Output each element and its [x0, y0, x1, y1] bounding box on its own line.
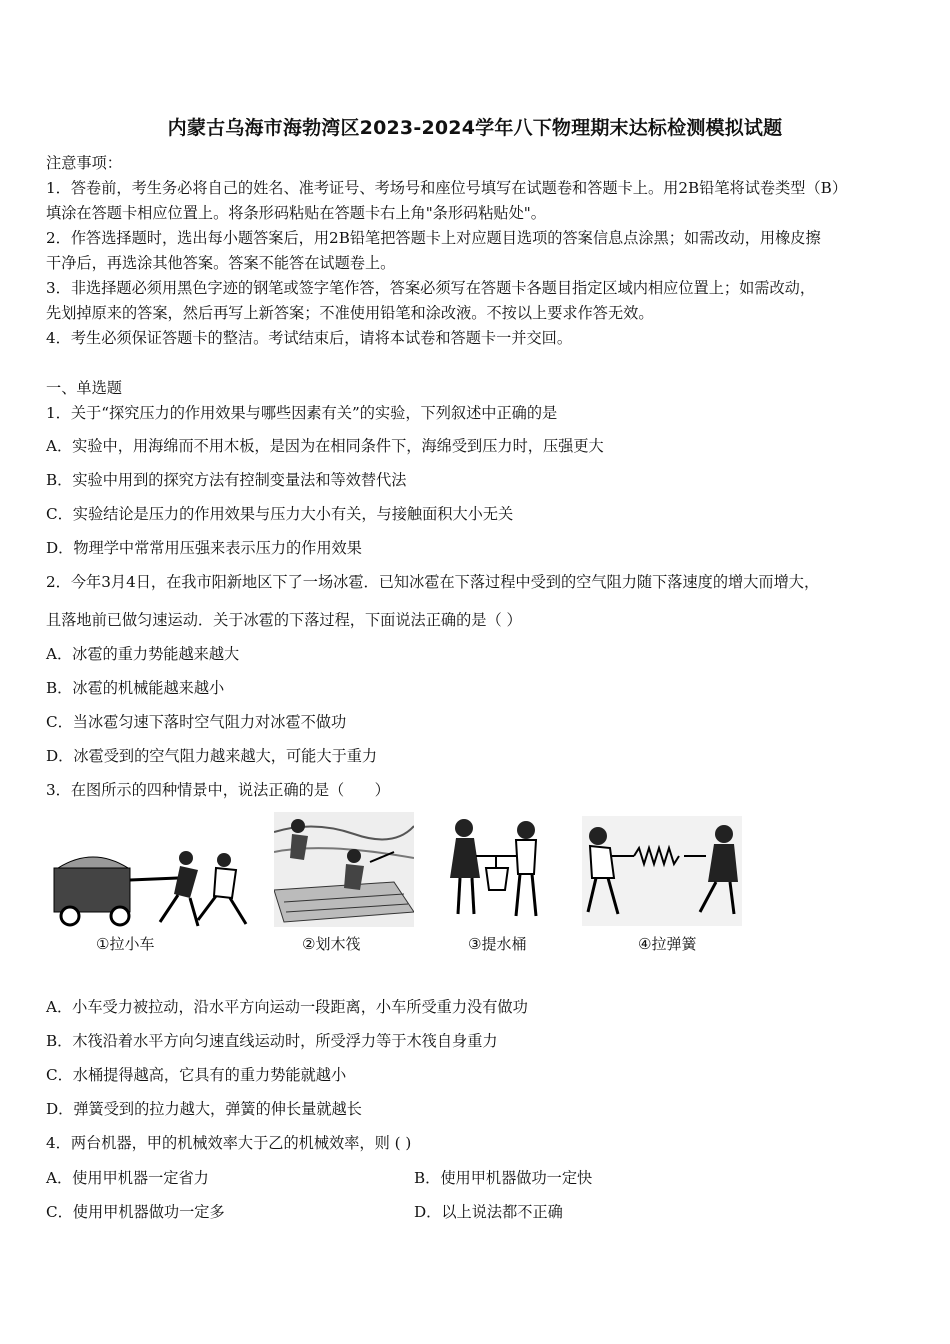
option-c: C．当冰雹匀速下落时空气阻力对冰雹不做功: [46, 713, 347, 731]
q3-figure: [48, 812, 768, 962]
option-a: A．使用甲机器一定省力: [46, 1169, 209, 1187]
notice-line: 填涂在答题卡相应位置上。将条形码粘贴在答题卡右上角"条形码粘贴处"。: [46, 204, 546, 222]
question-stem: 2．今年3月4日，在我市阳新地区下了一场冰雹．已知冰雹在下落过程中受到的空气阻力随下落速度的增大而增大，: [46, 573, 820, 591]
rafting-illustration: [274, 812, 414, 927]
caption-3: ③提水桶: [468, 935, 527, 953]
notice-line: 干净后，再选涂其他答案。答案不能答在试题卷上。: [46, 254, 396, 272]
option-a: A．冰雹的重力势能越来越大: [46, 645, 240, 663]
option-c: C．水桶提得越高，它具有的重力势能就越小: [46, 1066, 347, 1084]
option-d: D．弹簧受到的拉力越大，弹簧的伸长量就越长: [46, 1100, 362, 1118]
option-a: A．实验中，用海绵而不用木板，是因为在相同条件下，海绵受到压力时，压强更大: [46, 437, 604, 455]
notice-line: 1．答卷前，考生务必将自己的姓名、准考证号、考场号和座位号填写在试题卷和答题卡上。用2B铅笔将试卷类型（B）: [46, 179, 848, 197]
question-stem: 3．在图所示的四种情景中，说法正确的是（ ）: [46, 781, 390, 799]
option-a: A．小车受力被拉动，沿水平方向运动一段距离，小车所受重力没有做功: [46, 998, 528, 1016]
option-c: C．实验结论是压力的作用效果与压力大小有关，与接触面积大小无关: [46, 505, 514, 523]
notice-line: 3．非选择题必须用黑色字迹的钢笔或签字笔作答，答案必须写在答题卡各题目指定区域内相应位置上；如需改动，: [46, 279, 816, 297]
option-b: B．实验中用到的探究方法有控制变量法和等效替代法: [46, 471, 407, 489]
section-heading: 一、单选题: [46, 379, 122, 397]
notice-line: 2．作答选择题时，选出每小题答案后，用2B铅笔把答题卡上对应题目选项的答案信息点涂黑；如需改动，用橡皮擦: [46, 229, 821, 247]
notice-line: 4．考生必须保证答题卡的整洁。考试结束后，请将本试卷和答题卡一并交回。: [46, 329, 573, 347]
caption-2: ②划木筏: [302, 935, 361, 953]
option-b: B．使用甲机器做功一定快: [414, 1169, 593, 1187]
pulling-cart-illustration: [48, 840, 258, 930]
caption-1: ①拉小车: [96, 935, 155, 953]
caption-4: ④拉弹簧: [638, 935, 697, 953]
pulling-spring-illustration: [582, 816, 742, 926]
notice-heading: 注意事项：: [46, 154, 122, 172]
page-title: 内蒙古乌海市海勃湾区2023-2024学年八下物理期末达标检测模拟试题: [167, 117, 783, 139]
option-d: D．物理学中常常用压强来表示压力的作用效果: [46, 539, 362, 557]
question-stem: 1．关于“探究压力的作用效果与哪些因素有关”的实验，下列叙述中正确的是: [46, 404, 558, 422]
carrying-bucket-illustration: [432, 816, 552, 924]
question-stem: 且落地前已做匀速运动．关于冰雹的下落过程，下面说法正确的是（ ）: [46, 611, 522, 629]
option-c: C．使用甲机器做功一定多: [46, 1203, 225, 1221]
option-b: B．冰雹的机械能越来越小: [46, 679, 225, 697]
option-d: D．冰雹受到的空气阻力越来越大，可能大于重力: [46, 747, 378, 765]
notice-line: 先划掉原来的答案，然后再写上新答案；不准使用铅笔和涂改液。不按以上要求作答无效。: [46, 304, 654, 322]
question-stem: 4．两台机器，甲的机械效率大于乙的机械效率，则 ( ): [46, 1134, 412, 1152]
option-d: D．以上说法都不正确: [414, 1203, 563, 1221]
option-b: B．木筏沿着水平方向匀速直线运动时，所受浮力等于木筏自身重力: [46, 1032, 498, 1050]
